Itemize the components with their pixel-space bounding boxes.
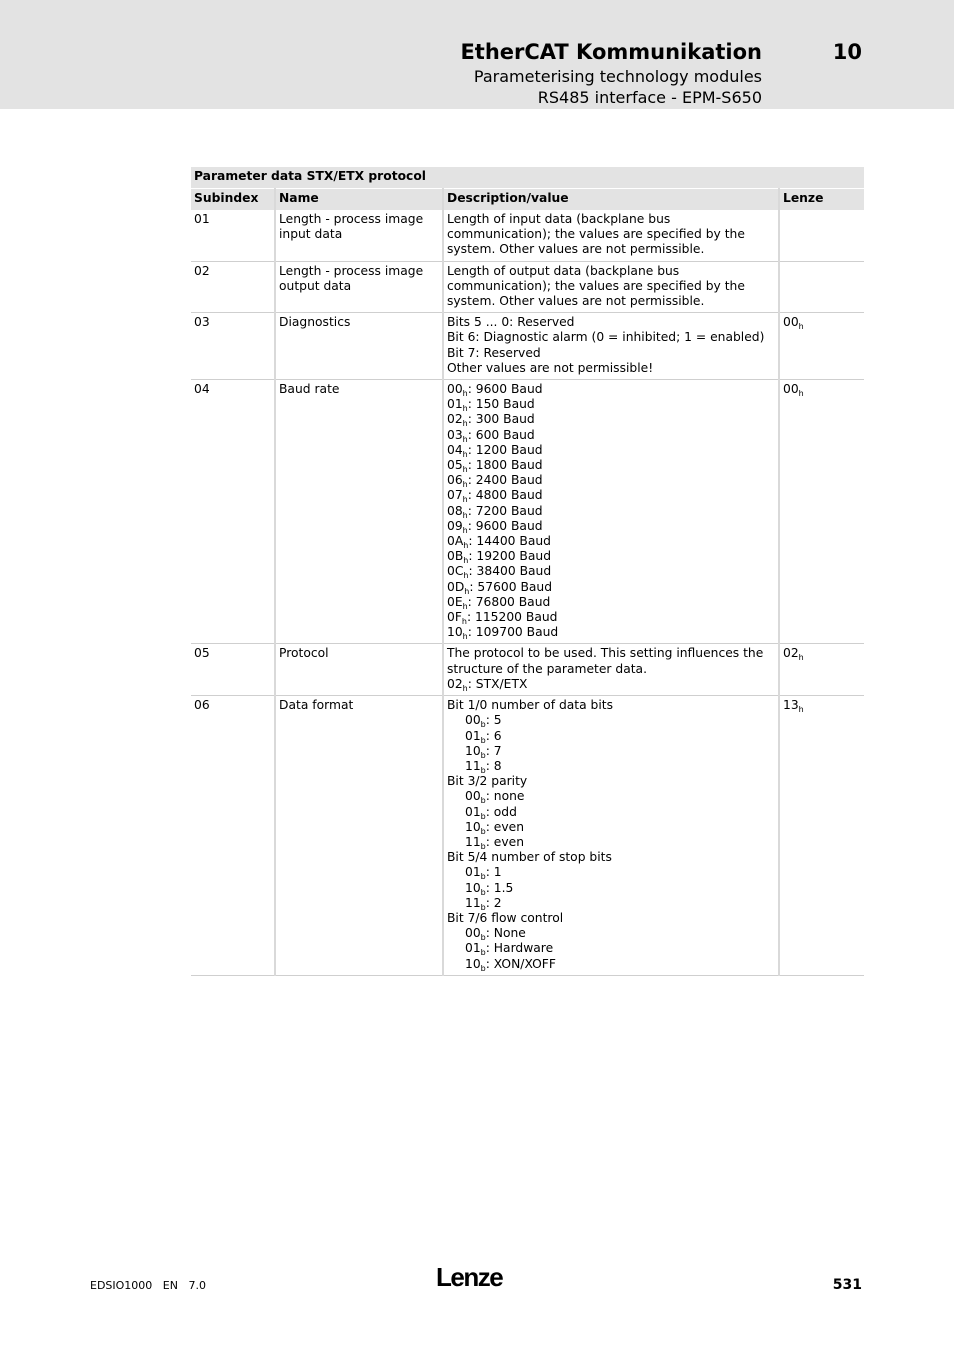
- lenze-default-radix: h: [798, 705, 804, 715]
- description-line: [447, 488, 775, 503]
- value-code: 00: [465, 789, 481, 804]
- description-line: [447, 805, 775, 820]
- value-text: : 1200 Baud: [467, 442, 543, 457]
- value-text: : 6: [485, 728, 502, 743]
- description-line: [447, 789, 775, 804]
- value-text: : none: [485, 789, 525, 804]
- table-row: [191, 696, 864, 976]
- description-line: [447, 850, 775, 865]
- value-code: 00: [447, 382, 463, 397]
- name-cell: Data format: [275, 696, 443, 976]
- description-line: [447, 896, 775, 911]
- value-code: 11: [465, 895, 481, 910]
- value-code: 02: [447, 412, 463, 427]
- value-code: 04: [447, 442, 463, 457]
- description-line: [447, 315, 775, 330]
- description-line: [447, 911, 775, 926]
- subindex-cell: 02: [191, 261, 275, 313]
- description-line: [447, 941, 775, 956]
- value-text: : even: [485, 834, 524, 849]
- value-text: Bit 7/6 flow control: [447, 910, 564, 925]
- value-code: 01: [465, 865, 481, 880]
- description-line: [447, 957, 775, 972]
- description-line: [447, 713, 775, 728]
- description-line: [447, 580, 775, 595]
- value-radix: h: [462, 465, 468, 475]
- value-radix: h: [463, 571, 469, 581]
- column-header-lenze: Lenze: [779, 189, 864, 211]
- table-row: [191, 380, 864, 644]
- lenze-default-value: 02: [783, 646, 799, 661]
- description-line: [447, 504, 775, 519]
- lenze-default-cell: [779, 380, 864, 644]
- chapter-title: EtherCAT Kommunikation: [460, 40, 762, 64]
- value-radix: b: [480, 735, 486, 745]
- name-cell: Diagnostics: [275, 313, 443, 380]
- value-text: : 8: [485, 758, 502, 773]
- lenze-default-value: 00: [783, 382, 799, 397]
- column-header-subindex: Subindex: [191, 189, 275, 211]
- table-row: [191, 313, 864, 380]
- value-text: : 57600 Baud: [469, 579, 553, 594]
- subindex-cell: 05: [191, 644, 275, 696]
- value-radix: b: [480, 948, 486, 958]
- description-cell: [443, 644, 779, 696]
- description-line: [447, 677, 775, 692]
- value-radix: b: [480, 841, 486, 851]
- name-cell: Length - process image output data: [275, 261, 443, 313]
- value-code: 01: [447, 397, 463, 412]
- table-body: [191, 210, 864, 975]
- value-text: : 19200 Baud: [468, 549, 551, 564]
- description-line: [447, 610, 775, 625]
- table-row: [191, 261, 864, 313]
- value-text: Bit 3/2 parity: [447, 774, 528, 789]
- value-text: : 1: [485, 865, 502, 880]
- value-text: : 7: [485, 743, 502, 758]
- value-code: 03: [447, 427, 463, 442]
- value-radix: h: [462, 601, 468, 611]
- description-line: [447, 382, 775, 397]
- value-radix: h: [463, 541, 469, 551]
- column-header-description: Description/value: [443, 189, 779, 211]
- value-radix: b: [480, 811, 486, 821]
- lenze-default-radix: h: [798, 389, 804, 399]
- table-row: [191, 644, 864, 696]
- value-radix: b: [480, 796, 486, 806]
- description-line: [447, 330, 775, 345]
- value-radix: h: [462, 480, 468, 490]
- value-code: 10: [465, 880, 481, 895]
- value-text: : 1.5: [485, 880, 514, 895]
- value-code: 01: [465, 728, 481, 743]
- lenze-default-cell: [779, 644, 864, 696]
- value-radix: b: [480, 963, 486, 973]
- value-text: Bit 5/4 number of stop bits: [447, 850, 612, 865]
- description-cell: [443, 380, 779, 644]
- subindex-cell: 04: [191, 380, 275, 644]
- description-line: [447, 820, 775, 835]
- value-text: : 9600 Baud: [467, 382, 543, 397]
- description-cell: [443, 261, 779, 313]
- description-line: [447, 646, 775, 676]
- value-code: 00: [465, 926, 481, 941]
- description-cell: [443, 696, 779, 976]
- description-line: [447, 759, 775, 774]
- value-code: 00: [465, 713, 481, 728]
- description-line: [447, 881, 775, 896]
- value-radix: h: [462, 632, 468, 642]
- description-line: [447, 549, 775, 564]
- section-subtitle-2: RS485 interface - EPM-S650: [537, 88, 762, 107]
- description-line: [447, 412, 775, 427]
- description-line: [447, 865, 775, 880]
- description-line: [447, 534, 775, 549]
- value-text: : 38400 Baud: [468, 564, 552, 579]
- value-text: : 5: [485, 713, 502, 728]
- value-text: Bits 5 ... 0: Reserved: [447, 315, 575, 330]
- value-radix: b: [480, 933, 486, 943]
- lenze-default-radix: h: [798, 322, 804, 332]
- value-text: Bit 1/0 number of data bits: [447, 698, 614, 713]
- value-code: 11: [465, 758, 481, 773]
- value-radix: h: [462, 404, 468, 414]
- value-code: 10: [465, 956, 481, 971]
- chapter-number: 10: [832, 40, 862, 64]
- lenze-logo: Lenze: [436, 1262, 503, 1292]
- value-code: 0E: [447, 594, 463, 609]
- description-cell: [443, 313, 779, 380]
- name-cell: Length - process image input data: [275, 210, 443, 261]
- value-radix: b: [480, 826, 486, 836]
- description-line: [447, 835, 775, 850]
- value-text: Other values are not permissible!: [447, 360, 654, 375]
- value-text: Bit 6: Diagnostic alarm (0 = inhibited; 1 = enabled): [447, 330, 765, 345]
- value-code: 0A: [447, 534, 464, 549]
- table-row: [191, 210, 864, 261]
- value-text: : 7200 Baud: [467, 503, 543, 518]
- value-text: : odd: [485, 804, 517, 819]
- lenze-default-cell: [779, 210, 864, 261]
- value-code: 01: [465, 804, 481, 819]
- value-code: 05: [447, 458, 463, 473]
- description-line: [447, 264, 775, 310]
- lenze-default-value: 13: [783, 698, 799, 713]
- value-text: : 14400 Baud: [468, 534, 551, 549]
- value-code: 0C: [447, 564, 464, 579]
- column-header-name: Name: [275, 189, 443, 211]
- value-text: : 1800 Baud: [467, 458, 543, 473]
- value-text: : 2400 Baud: [467, 473, 543, 488]
- description-line: [447, 595, 775, 610]
- value-text: : STX/ETX: [467, 676, 528, 691]
- value-radix: h: [462, 510, 468, 520]
- value-code: 06: [447, 473, 463, 488]
- value-text: : even: [485, 819, 524, 834]
- description-line: [447, 428, 775, 443]
- value-radix: h: [462, 434, 468, 444]
- value-code: 01: [465, 941, 481, 956]
- value-text: : Hardware: [485, 941, 554, 956]
- value-text: : 9600 Baud: [467, 518, 543, 533]
- table-caption: Parameter data STX/ETX protocol: [191, 167, 864, 189]
- lenze-default-cell: [779, 261, 864, 313]
- value-code: 0F: [447, 610, 462, 625]
- value-text: : XON/XOFF: [485, 956, 556, 971]
- value-radix: h: [461, 617, 467, 627]
- value-radix: h: [462, 449, 468, 459]
- value-radix: b: [480, 765, 486, 775]
- description-line: [447, 926, 775, 941]
- value-code: 09: [447, 518, 463, 533]
- value-code: 07: [447, 488, 463, 503]
- description-line: [447, 212, 775, 258]
- value-radix: b: [480, 887, 486, 897]
- description-line: [447, 519, 775, 534]
- value-code: 11: [465, 834, 481, 849]
- value-text: : 115200 Baud: [466, 610, 558, 625]
- description-line: [447, 473, 775, 488]
- description-line: [447, 729, 775, 744]
- description-line: [447, 458, 775, 473]
- value-radix: b: [480, 872, 486, 882]
- description-line: [447, 774, 775, 789]
- description-line: [447, 397, 775, 412]
- lenze-default-cell: [779, 313, 864, 380]
- value-code: 02: [447, 676, 463, 691]
- value-text: Length of input data (backplane bus communication); the values are specified by the system. Other values are not permissible.: [447, 212, 745, 257]
- description-line: [447, 361, 775, 376]
- value-text: : 300 Baud: [467, 412, 535, 427]
- value-radix: b: [480, 750, 486, 760]
- parameter-table: [191, 167, 864, 976]
- value-text: : 76800 Baud: [467, 594, 551, 609]
- description-cell: [443, 210, 779, 261]
- lenze-default-value: 00: [783, 315, 799, 330]
- section-subtitle: Parameterising technology modules: [473, 67, 762, 86]
- name-cell: Baud rate: [275, 380, 443, 644]
- value-text: Bit 7: Reserved: [447, 345, 541, 360]
- value-text: : 109700 Baud: [467, 625, 559, 640]
- description-line: [447, 564, 775, 579]
- value-radix: h: [462, 525, 468, 535]
- subindex-cell: 06: [191, 696, 275, 976]
- value-text: : None: [485, 926, 526, 941]
- value-code: 10: [447, 625, 463, 640]
- value-code: 0B: [447, 549, 464, 564]
- value-text: : 4800 Baud: [467, 488, 543, 503]
- value-text: The protocol to be used. This setting influences the structure of the parameter data.: [447, 646, 764, 676]
- lenze-default-cell: [779, 696, 864, 976]
- value-radix: h: [462, 389, 468, 399]
- name-cell: Protocol: [275, 644, 443, 696]
- value-radix: h: [462, 495, 468, 505]
- value-text: : 2: [485, 895, 502, 910]
- value-text: : 150 Baud: [467, 397, 535, 412]
- description-line: [447, 698, 775, 713]
- value-code: 08: [447, 503, 463, 518]
- value-code: 10: [465, 819, 481, 834]
- lenze-default-radix: h: [798, 653, 804, 663]
- value-radix: b: [480, 902, 486, 912]
- value-radix: h: [463, 556, 469, 566]
- value-radix: h: [462, 419, 468, 429]
- value-radix: h: [462, 683, 468, 693]
- page-number: 531: [832, 1277, 862, 1293]
- subindex-cell: 03: [191, 313, 275, 380]
- value-radix: h: [464, 586, 470, 596]
- description-line: [447, 346, 775, 361]
- value-code: 0D: [447, 579, 465, 594]
- description-line: [447, 625, 775, 640]
- value-code: 10: [465, 743, 481, 758]
- description-line: [447, 443, 775, 458]
- value-text: Length of output data (backplane bus communication); the values are specified by the system. Other values are not permissible.: [447, 263, 745, 309]
- document-id: EDSIO1000 EN 7.0: [90, 1279, 206, 1292]
- value-text: : 600 Baud: [467, 427, 535, 442]
- value-radix: b: [480, 720, 486, 730]
- description-line: [447, 744, 775, 759]
- subindex-cell: 01: [191, 210, 275, 261]
